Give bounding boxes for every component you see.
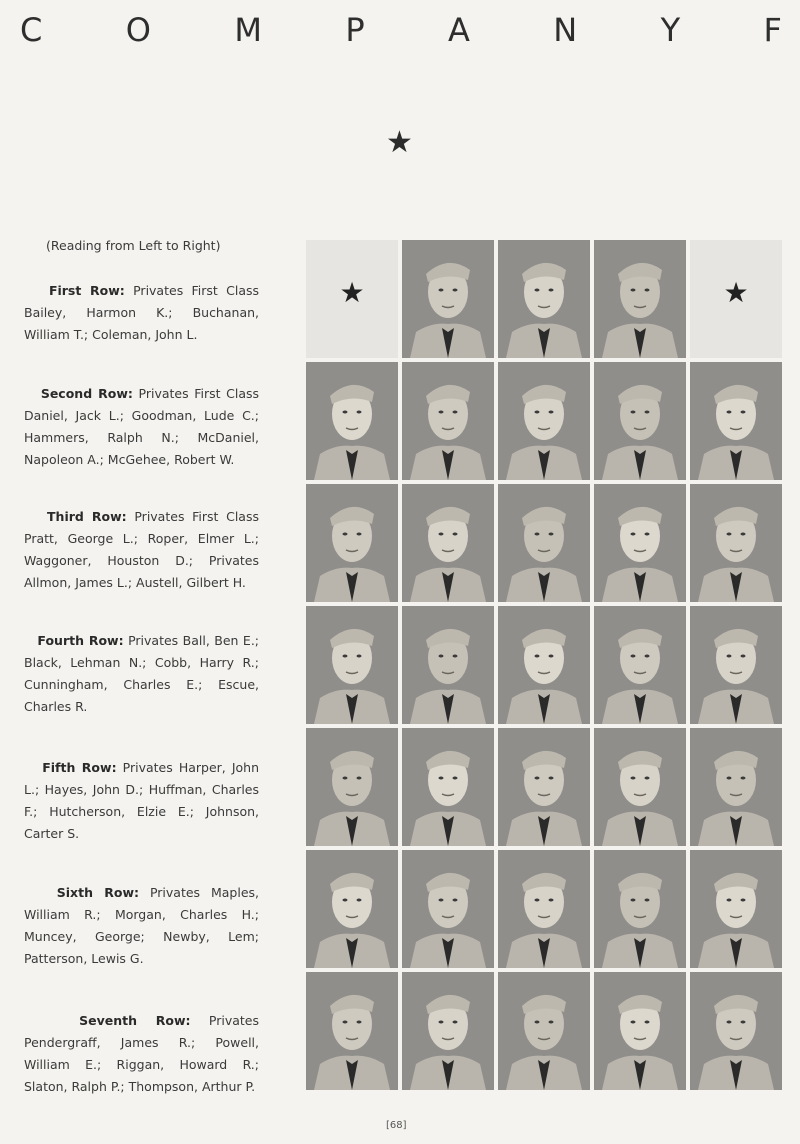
- title-letter: F: [763, 11, 782, 49]
- title-letter: Y: [660, 11, 681, 49]
- row-label: First Row:: [48, 283, 125, 298]
- portrait-photo: [402, 240, 494, 358]
- row-label: Fourth Row:: [37, 633, 124, 648]
- row-label: Third Row:: [47, 509, 127, 524]
- portrait-photo: [594, 606, 686, 724]
- portrait-photo: [306, 606, 398, 724]
- title-letter: M: [234, 11, 262, 49]
- title-letter: O: [125, 11, 151, 49]
- portrait-photo: [402, 484, 494, 602]
- title-letter: C: [20, 11, 43, 49]
- portrait-photo: [498, 362, 590, 480]
- portrait-photo: [498, 850, 590, 968]
- row-text: Privates Harper, John L.; Hayes, John D.; Huffman, Charles F.; Hutcherson, Elzie E.; Johnson, Carter S.: [24, 760, 260, 841]
- row-label: Sixth Row:: [56, 885, 140, 900]
- portrait-photo: [402, 362, 494, 480]
- portrait-photo: [690, 728, 782, 846]
- portrait-photo: [306, 362, 398, 480]
- row-text: Privates Ball, Ben E.; Black, Lehman N.; Cobb, Harry R.; Cunningham, Charles E.; Escue, Charles R.: [24, 633, 260, 714]
- portrait-photo: [594, 972, 686, 1090]
- title-letter: A: [448, 11, 470, 49]
- row-caption-2: [24, 383, 259, 471]
- row-text: Privates First Class Pratt, George L.; Roper, Elmer L.; Waggoner, Houston D.; Privates Allmon, James L.; Austell, Gilbert H.: [24, 509, 259, 590]
- portrait-photo: [402, 728, 494, 846]
- row-caption-4: [24, 630, 259, 718]
- row-caption-5: [24, 757, 259, 845]
- portrait-photo: [594, 484, 686, 602]
- grid-star-cell: [690, 240, 782, 358]
- row-text: Privates Pendergraff, James R.; Powell, William E.; Riggan, Howard R.; Slaton, Ralph P.; Thompson, Arthur P.: [24, 1013, 259, 1094]
- portrait-photo: [690, 484, 782, 602]
- portrait-photo: [498, 240, 590, 358]
- portrait-photo: [306, 850, 398, 968]
- title-letter: P: [345, 11, 365, 49]
- portrait-photo: [498, 606, 590, 724]
- portrait-photo: [306, 972, 398, 1090]
- page-title: [20, 10, 782, 50]
- star-icon: ★: [386, 125, 413, 160]
- portrait-photo: [402, 972, 494, 1090]
- star-icon: ★: [723, 276, 749, 309]
- portrait-photo: [690, 972, 782, 1090]
- portrait-photo: [594, 728, 686, 846]
- portrait-photo: [306, 728, 398, 846]
- row-label: Seventh Row:: [79, 1013, 191, 1028]
- row-caption-1: [24, 280, 259, 346]
- portrait-photo: [594, 850, 686, 968]
- row-label: Second Row:: [40, 386, 133, 401]
- portrait-photo: [402, 606, 494, 724]
- page-number: [68]: [386, 1120, 407, 1131]
- portrait-photo: [690, 606, 782, 724]
- portrait-photo: [498, 728, 590, 846]
- row-text: Privates First Class Bailey, Harmon K.; Buchanan, William T.; Coleman, John L.: [24, 283, 260, 342]
- grid-star-cell: [306, 240, 398, 358]
- row-text: Privates First Class Daniel, Jack L.; Goodman, Lude C.; Hammers, Ralph N.; McDaniel, Napoleon A.; McGehee, Robert W.: [24, 386, 260, 467]
- row-label: Fifth Row:: [42, 760, 117, 775]
- portrait-photo: [498, 972, 590, 1090]
- portrait-photo: [306, 484, 398, 602]
- portrait-photo: [498, 484, 590, 602]
- portrait-photo: [690, 850, 782, 968]
- portrait-photo: [402, 850, 494, 968]
- row-text: Privates Maples, William R.; Morgan, Charles H.; Muncey, George; Newby, Lem; Patterson, Lewis G.: [24, 885, 259, 966]
- portrait-photo: [594, 240, 686, 358]
- row-caption-3: [24, 506, 259, 594]
- reading-note: (Reading from Left to Right): [46, 238, 221, 253]
- portrait-photo: [594, 362, 686, 480]
- star-icon: ★: [339, 276, 365, 309]
- row-caption-7: [24, 1010, 259, 1098]
- title-letter: N: [553, 11, 578, 49]
- portrait-photo: [690, 362, 782, 480]
- row-caption-6: [24, 882, 259, 970]
